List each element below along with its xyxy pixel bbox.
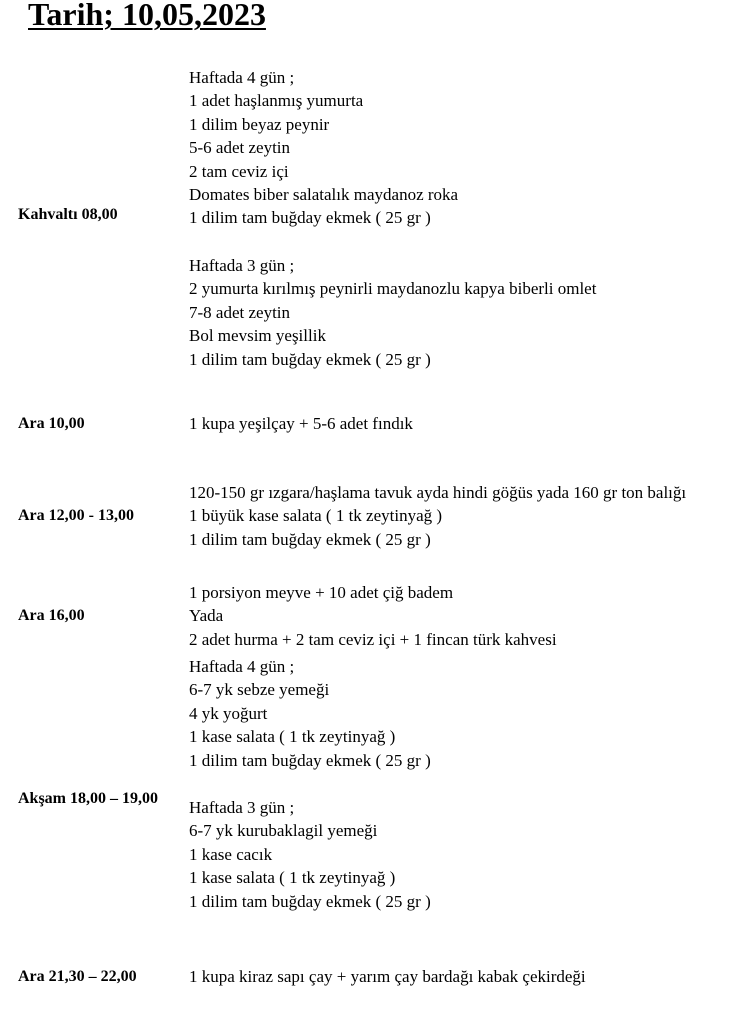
menu-line: Haftada 3 gün ; xyxy=(189,798,295,817)
meal-label-ara-21: Ara 21,30 – 22,00 xyxy=(18,968,137,985)
menu-line: 1 dilim tam buğday ekmek ( 25 gr ) xyxy=(189,750,431,770)
menu-line: 1 kupa yeşilçay + 5-6 adet fındık xyxy=(189,414,413,433)
menu-line: 1 kase salata ( 1 tk zeytinyağ ) xyxy=(189,868,396,888)
menu-line: Bol mevsim yeşillik xyxy=(189,326,326,346)
menu-line: Haftada 4 gün ; xyxy=(189,68,295,87)
meal-block-kahvalti-4days xyxy=(189,66,458,230)
menu-line: 1 büyük kase salata ( 1 tk zeytinyağ ) xyxy=(189,506,443,526)
menu-line: 1 dilim tam buğday ekmek ( 25 gr ) xyxy=(189,349,431,369)
meal-block-ara-21 xyxy=(189,965,586,988)
menu-line: Haftada 3 gün ; xyxy=(189,256,295,275)
menu-line: 6-7 yk sebze yemeği xyxy=(189,680,330,700)
menu-line: 2 adet hurma + 2 tam ceviz içi + 1 fincan türk kahvesi xyxy=(189,629,557,649)
meal-block-kahvalti-3days xyxy=(189,254,596,371)
meal-block-aksam-3days xyxy=(189,796,431,913)
meal-label-aksam: Akşam 18,00 – 19,00 xyxy=(18,790,159,807)
menu-line: Domates biber salatalık maydanoz roka xyxy=(189,185,459,205)
menu-line: 1 dilim tam buğday ekmek ( 25 gr ) xyxy=(189,529,431,549)
page-title: Tarih; 10,05,2023 xyxy=(28,0,266,32)
menu-line: 7-8 adet zeytin xyxy=(189,302,291,322)
meal-label-ara-16: Ara 16,00 xyxy=(18,607,85,624)
menu-line: 1 kase salata ( 1 tk zeytinyağ ) xyxy=(189,727,396,747)
menu-line: 1 dilim beyaz peynir xyxy=(189,114,330,134)
meal-block-ara-16 xyxy=(189,581,557,651)
menu-line: 120-150 gr ızgara/haşlama tavuk ayda hindi göğüs yada 160 gr ton balığı xyxy=(189,483,687,502)
menu-line: Haftada 4 gün ; xyxy=(189,657,295,676)
menu-line: 6-7 yk kurubaklagil yemeği xyxy=(189,821,378,841)
menu-line: Yada xyxy=(189,606,224,626)
menu-line: 1 dilim tam buğday ekmek ( 25 gr ) xyxy=(189,208,431,228)
menu-line: 1 adet haşlanmış yumurta xyxy=(189,91,364,111)
menu-line: 1 dilim tam buğday ekmek ( 25 gr ) xyxy=(189,891,431,911)
menu-line: 5-6 adet zeytin xyxy=(189,138,291,158)
menu-line: 1 porsiyon meyve + 10 adet çiğ badem xyxy=(189,583,454,602)
menu-line: 2 yumurta kırılmış peynirli maydanozlu kapya biberli omlet xyxy=(189,279,597,299)
meal-block-aksam-4days xyxy=(189,655,431,772)
meal-label-ara-12: Ara 12,00 - 13,00 xyxy=(18,507,134,524)
menu-line: 1 kupa kiraz sapı çay + yarım çay bardağı kabak çekirdeği xyxy=(189,967,586,986)
meal-block-ara-10 xyxy=(189,412,413,435)
meal-label-kahvalti: Kahvaltı 08,00 xyxy=(18,206,118,223)
menu-line: 2 tam ceviz içi xyxy=(189,161,289,181)
menu-line: 4 yk yoğurt xyxy=(189,703,268,723)
menu-line: 1 kase cacık xyxy=(189,844,273,864)
meal-block-ara-12 xyxy=(189,481,686,551)
meal-label-ara-10: Ara 10,00 xyxy=(18,415,85,432)
